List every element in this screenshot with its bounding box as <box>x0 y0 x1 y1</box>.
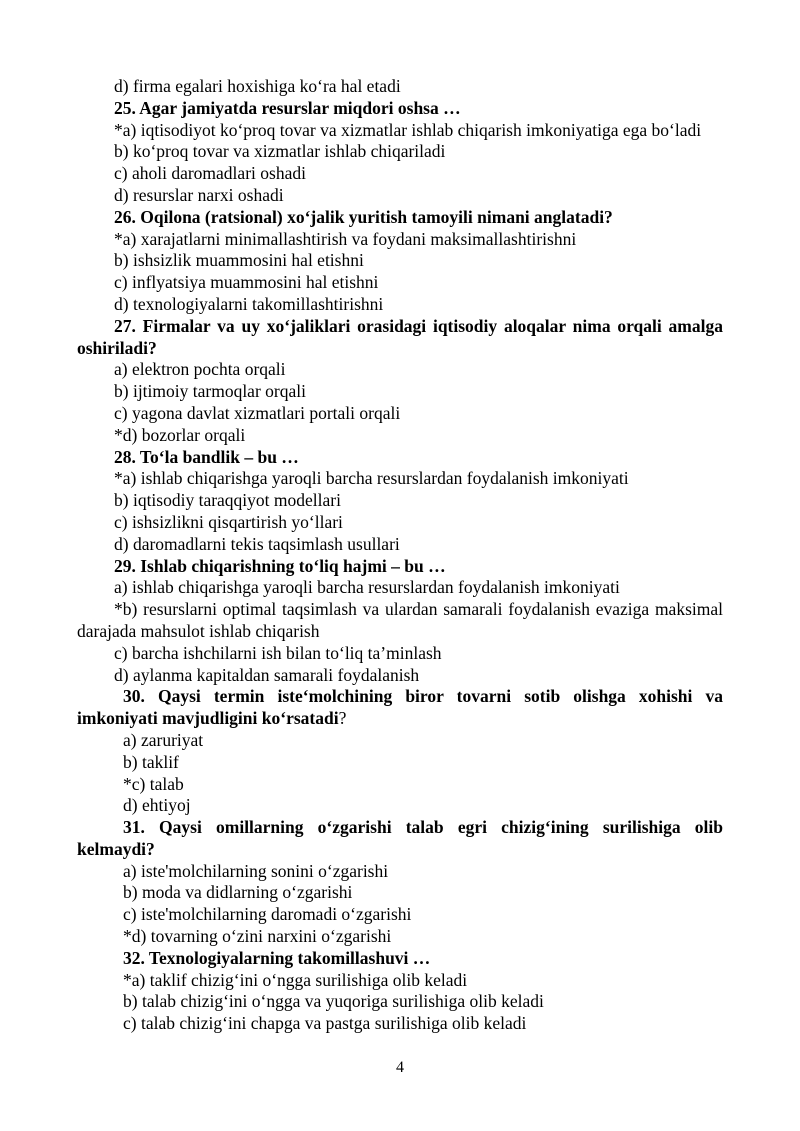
question-30-mark: ? <box>338 708 347 729</box>
answer-option: c) talab chizig‘ini chapga va pastga surilishiga olib keladi <box>123 1013 527 1034</box>
answer-option-correct: *b) resurslarni optimal taqsimlash va ulardan samarali foydalanish evaziga maksimal darajada mahsulot ishlab chiqarish <box>77 599 723 641</box>
answer-option: c) aholi daromadlari oshadi <box>114 163 306 184</box>
question-29: 29. Ishlab chiqarishning to‘liq hajmi – bu … <box>114 555 446 576</box>
answer-option: b) iqtisodiy taraqqiyot modellari <box>114 490 341 511</box>
answer-option: c) iste'molchilarning daromadi o‘zgarishi <box>123 904 412 925</box>
page-number: 4 <box>396 1059 404 1076</box>
answer-option: d) ehtiyoj <box>123 795 191 816</box>
question-30-text: 30. Qaysi termin iste‘molchining biror tovarni sotib olishga xohishi va imkoniyati mavjudligini ko‘rsatadi <box>77 686 723 729</box>
question-list <box>77 76 723 1035</box>
answer-option: d) resurslar narxi oshadi <box>114 184 284 205</box>
question-31: 31. Qaysi omillarning o‘zgarishi talab egri chizig‘ining surilishiga olib kelmaydi? <box>77 817 723 859</box>
answer-option: a) zaruriyat <box>123 729 204 750</box>
question-25: 25. Agar jamiyatda resurslar miqdori oshsa … <box>114 97 461 118</box>
answer-option-correct: *d) tovarning o‘zini narxini o‘zgarishi <box>123 926 392 947</box>
question-27: 27. Firmalar va uy xo‘jaliklari orasidagi iqtisodiy aloqalar nima orqali amalga oshiriladi? <box>77 315 723 358</box>
answer-option: a) ishlab chiqarishga yaroqli barcha resurslardan foydalanish imkoniyati <box>114 577 620 598</box>
answer-option: b) talab chizig‘ini o‘ngga va yuqoriga surilishiga olib keladi <box>123 991 544 1012</box>
answer-option: a) elektron pochta orqali <box>114 359 286 380</box>
answer-option: b) ijtimoiy tarmoqlar orqali <box>114 381 306 402</box>
answer-option-correct: *a) iqtisodiyot ko‘proq tovar va xizmatlar ishlab chiqarish imkoniyatiga ega bo‘ladi <box>114 119 702 140</box>
answer-option-correct: *a) ishlab chiqarishga yaroqli barcha resurslardan foydalanish imkoniyati <box>114 468 629 489</box>
answer-option: b) moda va didlarning o‘zgarishi <box>123 882 353 903</box>
answer-option: d) texnologiyalarni takomillashtirishni <box>114 293 384 314</box>
answer-option-correct: *a) xarajatlarni minimallashtirish va foydani maksimallashtirishni <box>114 228 577 249</box>
question-28: 28. To‘la bandlik – bu … <box>114 446 299 467</box>
answer-option: d) aylanma kapitaldan samarali foydalanish <box>114 664 420 685</box>
answer-option-correct: *a) taklif chizig‘ini o‘ngga surilishiga olib keladi <box>123 969 468 990</box>
answer-option-correct: *c) talab <box>123 773 184 794</box>
question-30 <box>77 686 723 730</box>
answer-option: a) iste'molchilarning sonini o‘zgarishi <box>123 860 389 881</box>
answer-option: b) taklif <box>123 751 179 772</box>
answer-option: c) ishsizlikni qisqartirish yo‘llari <box>114 511 343 532</box>
answer-option: d) daromadlarni tekis taqsimlash usullari <box>114 533 400 554</box>
answer-option: b) ishsizlik muammosini hal etishni <box>114 250 364 271</box>
answer-option: c) inflyatsiya muammosini hal etishni <box>114 272 379 293</box>
question-26: 26. Oqilona (ratsional) xo‘jalik yuritish tamoyili nimani anglatadi? <box>114 206 613 227</box>
answer-option: c) yagona davlat xizmatlari portali orqali <box>114 402 401 423</box>
answer-option: c) barcha ishchilarni ish bilan to‘liq ta’minlash <box>114 642 442 663</box>
answer-option-correct: *d) bozorlar orqali <box>114 424 246 445</box>
answer-option: d) firma egalari hoxishiga ko‘ra hal etadi <box>114 76 401 96</box>
question-32: 32. Texnologiyalarning takomillashuvi … <box>123 947 431 968</box>
answer-option: b) ko‘proq tovar va xizmatlar ishlab chiqariladi <box>114 141 446 162</box>
